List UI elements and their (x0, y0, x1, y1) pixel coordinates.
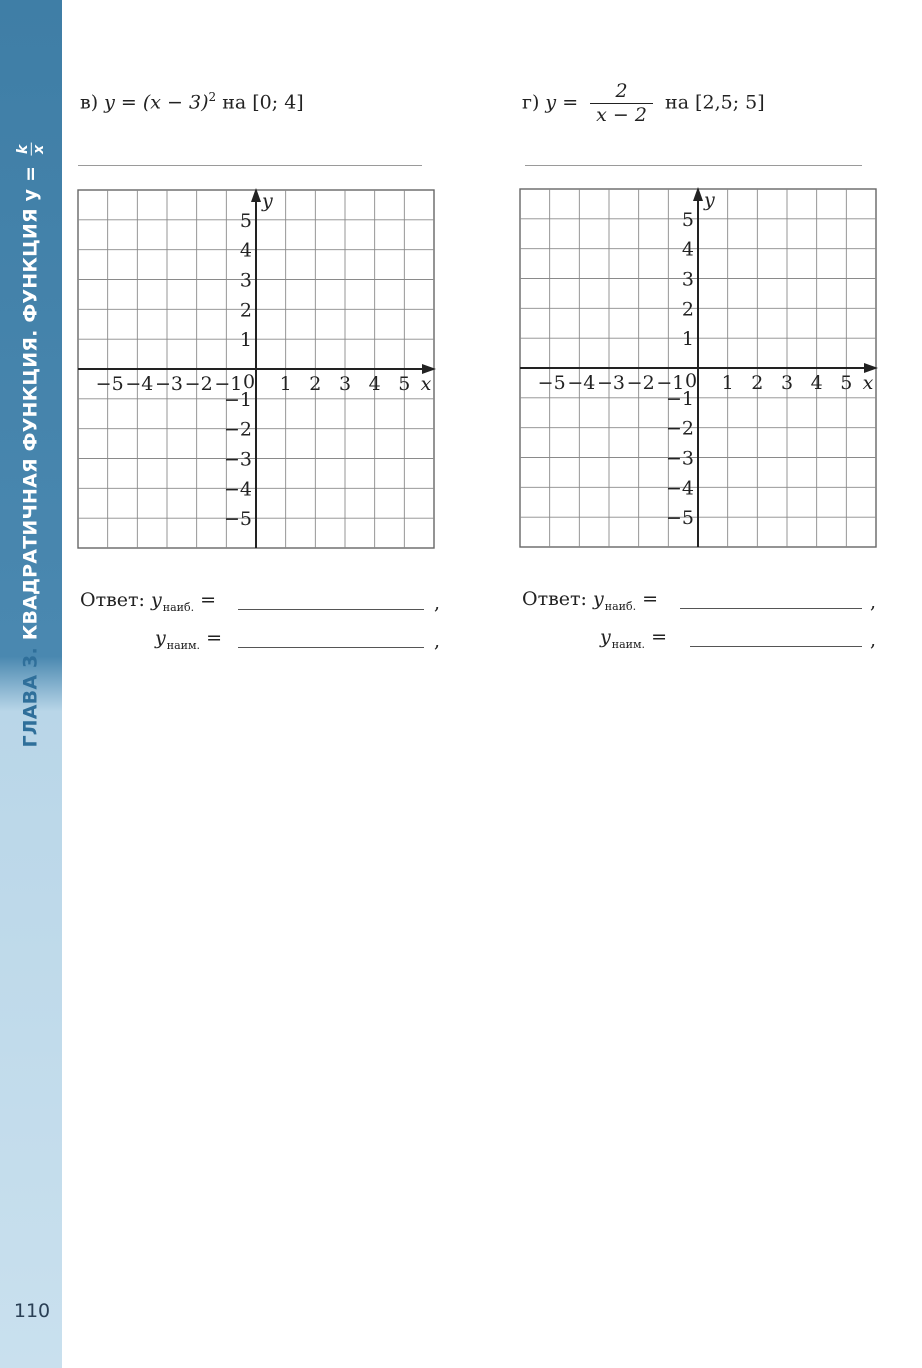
x-tick-label: −2 (184, 373, 213, 395)
answer-v-min-var: y (155, 627, 166, 649)
task-g-letter: г) (522, 91, 540, 114)
chapter-number: ГЛАВА 3. (19, 647, 42, 748)
answer-v-max-label (80, 589, 216, 614)
x-tick-label: −3 (154, 373, 184, 395)
x-tick-label: −1 (214, 373, 243, 395)
y-tick-label: −2 (665, 417, 694, 440)
answer-g-max-sub: наиб. (604, 600, 637, 613)
page-number: 110 (13, 1300, 51, 1322)
coordinate-grid-v[interactable] (78, 190, 434, 548)
answer-v-min-eq: = (206, 627, 222, 649)
x-axis-label: x (420, 373, 432, 395)
task-v-label (80, 90, 304, 113)
y-tick-label: −3 (223, 448, 252, 471)
x-tick-label: 4 (810, 372, 823, 394)
x-tick-label: 5 (398, 373, 411, 395)
answer-v-max-var: y (151, 589, 162, 611)
y-tick-label: −1 (223, 388, 252, 411)
chapter-formula-num: k (14, 144, 31, 154)
answer-v-min-sub: наим. (166, 639, 201, 652)
answer-v-min-comma: , (434, 630, 441, 652)
x-tick-label: 2 (751, 372, 764, 394)
x-tick-label: 2 (309, 373, 322, 395)
origin-label: 0 (684, 370, 698, 392)
chapter-formula-lhs: y = (19, 165, 42, 202)
task-v-formula: y = (x − 3) (104, 91, 209, 114)
x-axis-label: x (862, 372, 874, 394)
task-v-rule (78, 165, 422, 166)
task-g-frac-den: x − 2 (596, 103, 647, 126)
x-tick-label: −5 (95, 373, 124, 395)
y-tick-label: −2 (223, 418, 252, 441)
answer-g-max-comma: , (870, 591, 877, 613)
answer-v-min-blank[interactable] (238, 647, 424, 648)
y-tick-label: 1 (681, 328, 694, 351)
x-tick-label: −5 (537, 372, 566, 394)
answer-v-max-blank[interactable] (238, 609, 424, 610)
answer-g-min-sub: наим. (611, 638, 646, 651)
x-tick-label: −4 (125, 373, 154, 395)
task-g-frac-num: 2 (590, 80, 653, 104)
task-g-rule (525, 165, 862, 166)
x-tick-label: 1 (279, 373, 292, 395)
chapter-sidebar (0, 0, 62, 1368)
task-v-exponent: 2 (208, 90, 217, 104)
y-axis-label: y (704, 189, 715, 211)
task-g-label (522, 80, 765, 127)
answer-g-min-blank[interactable] (690, 646, 862, 647)
x-tick-label: 1 (721, 372, 734, 394)
answer-g-min-comma: , (870, 629, 877, 651)
answer-g-max-var: y (593, 588, 604, 610)
coordinate-grid-g[interactable] (520, 189, 876, 547)
task-g-fraction (590, 80, 653, 127)
x-tick-label: 4 (368, 373, 381, 395)
answer-g-max-label (522, 588, 658, 613)
chapter-formula-den: x (30, 144, 47, 154)
x-tick-label: −3 (596, 372, 626, 394)
answer-g-max-blank[interactable] (680, 608, 862, 609)
chapter-topic: КВАДРАТИЧНАЯ ФУНКЦИЯ. ФУНКЦИЯ (19, 208, 42, 641)
task-g-interval: на [2,5; 5] (665, 91, 765, 114)
y-tick-label: −5 (665, 507, 694, 530)
answer-g-min-var: y (600, 626, 611, 648)
answer-g-label: Ответ: (522, 588, 587, 610)
origin-label: 0 (242, 371, 256, 393)
x-tick-label: −4 (567, 372, 596, 394)
y-tick-label: −4 (223, 478, 252, 501)
answer-g-max-eq: = (642, 588, 659, 610)
x-tick-label: 3 (338, 373, 352, 395)
y-tick-label: 4 (681, 238, 694, 261)
x-tick-label: 3 (780, 372, 794, 394)
y-tick-label: 5 (239, 209, 252, 232)
answer-g-min-label (600, 626, 667, 651)
y-tick-label: 3 (681, 268, 694, 291)
y-axis-label: y (262, 190, 273, 212)
y-tick-label: 3 (239, 269, 252, 292)
y-tick-label: 2 (239, 299, 252, 322)
y-tick-label: 2 (681, 298, 694, 321)
chapter-title (16, 142, 46, 747)
answer-v-min-label (155, 627, 222, 652)
answer-v-max-comma: , (434, 592, 441, 614)
answer-g-min-eq: = (651, 626, 667, 648)
task-g-lhs: y = (545, 91, 579, 114)
answer-v-max-sub: наиб. (162, 601, 195, 614)
task-v-letter: в) (80, 91, 99, 114)
task-v-interval: на [0; 4] (222, 91, 304, 114)
x-tick-label: −2 (626, 372, 655, 394)
answer-v-label: Ответ: (80, 589, 145, 611)
x-tick-label: −1 (656, 372, 685, 394)
y-tick-label: 1 (239, 329, 252, 352)
y-tick-label: 4 (239, 239, 252, 262)
y-tick-label: −5 (223, 508, 252, 531)
x-tick-label: 5 (840, 372, 853, 394)
y-tick-label: −3 (665, 447, 694, 470)
y-tick-label: 5 (681, 208, 694, 231)
answer-v-max-eq: = (200, 589, 217, 611)
chapter-formula-fraction (16, 142, 46, 156)
y-tick-label: −1 (665, 387, 694, 410)
y-tick-label: −4 (665, 477, 694, 500)
